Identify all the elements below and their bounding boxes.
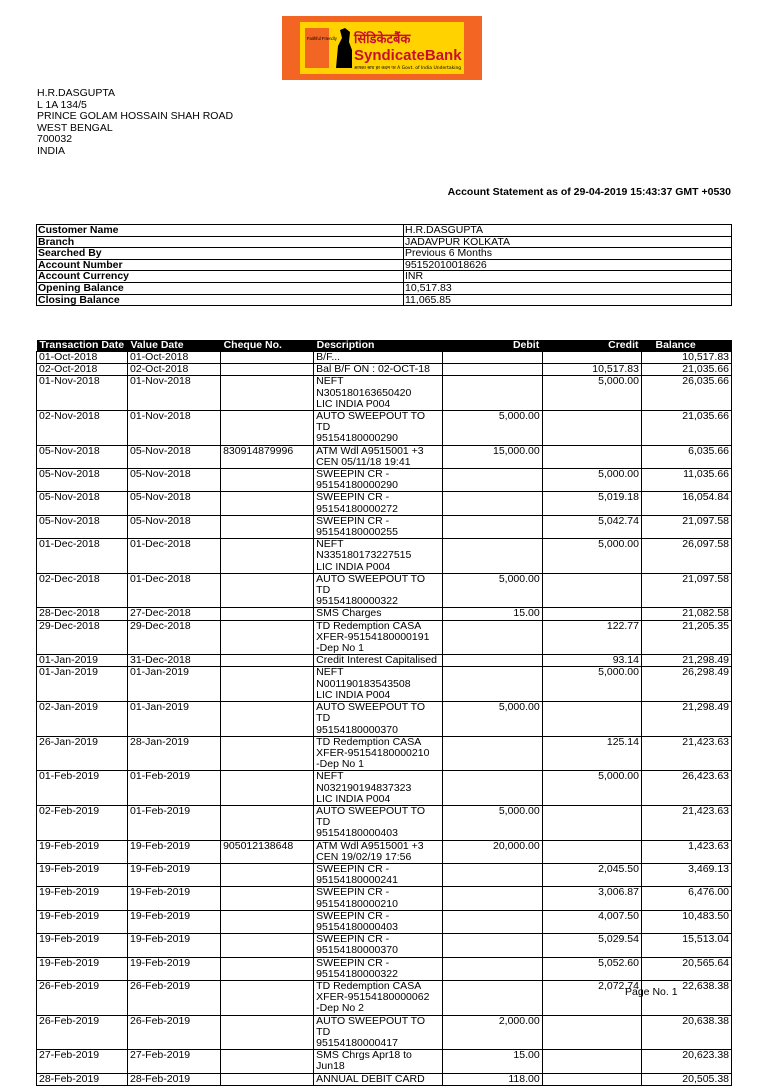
cell-debit xyxy=(443,980,542,1015)
table-row xyxy=(37,736,732,771)
cell-balance: 22,638.38 xyxy=(641,980,731,1015)
cell-value-date: 01-Nov-2018 xyxy=(128,376,221,411)
table-row xyxy=(37,492,732,515)
cell-transaction-date: 28-Dec-2018 xyxy=(37,608,128,620)
summary-value: 95152010018626 xyxy=(404,259,732,271)
cell-cheque-no xyxy=(221,492,314,515)
cell-credit: 5,000.00 xyxy=(542,469,641,492)
cell-balance: 20,623.38 xyxy=(641,1050,731,1073)
cell-value-date: 19-Feb-2019 xyxy=(128,910,221,933)
cell-balance: 21,097.58 xyxy=(641,515,731,538)
address-line: INDIA xyxy=(37,144,66,157)
table-row xyxy=(37,573,732,608)
table-row xyxy=(37,352,732,364)
cell-cheque-no xyxy=(221,957,314,980)
address-line: 700032 xyxy=(37,133,73,146)
transactions-table xyxy=(36,340,732,1086)
cell-debit xyxy=(443,352,542,364)
cell-balance: 21,298.49 xyxy=(641,702,731,737)
cell-credit xyxy=(542,445,641,468)
cell-credit: 3,006.87 xyxy=(542,887,641,910)
cell-description: NEFT N001190183543508 LIC INDIA P004 xyxy=(314,667,443,702)
cell-cheque-no xyxy=(221,887,314,910)
cell-debit xyxy=(443,887,542,910)
cell-debit: 15,000.00 xyxy=(443,445,542,468)
logo-wordmark: SyndicateBank xyxy=(354,47,462,64)
cell-description: NEFT N335180173227515 LIC INDIA P004 xyxy=(314,539,443,574)
cell-transaction-date: 01-Jan-2019 xyxy=(37,655,128,667)
cell-value-date: 01-Nov-2018 xyxy=(128,411,221,446)
cell-description: AUTO SWEEPOUT TO TD 95154180000403 xyxy=(314,805,443,840)
summary-row xyxy=(37,236,732,248)
summary-label: Searched By xyxy=(37,248,404,260)
table-row xyxy=(37,364,732,376)
cell-value-date: 19-Feb-2019 xyxy=(128,934,221,957)
cell-balance: 21,298.49 xyxy=(641,655,731,667)
cell-value-date: 01-Feb-2019 xyxy=(128,771,221,806)
cell-debit: 2,000.00 xyxy=(443,1015,542,1050)
cell-cheque-no xyxy=(221,1073,314,1085)
table-row xyxy=(37,539,732,574)
summary-value: 11,065.85 xyxy=(404,294,732,306)
cell-debit xyxy=(443,910,542,933)
cell-cheque-no xyxy=(221,655,314,667)
cell-cheque-no: 905012138648 xyxy=(221,840,314,863)
cell-debit xyxy=(443,667,542,702)
cell-credit: 122.77 xyxy=(542,620,641,655)
cell-cheque-no xyxy=(221,863,314,886)
cell-cheque-no xyxy=(221,469,314,492)
cell-debit xyxy=(443,934,542,957)
cell-debit: 15.00 xyxy=(443,1050,542,1073)
cell-transaction-date: 19-Feb-2019 xyxy=(37,863,128,886)
cell-description: TD Redemption CASA XFER-95154180000191 -Dep No 1 xyxy=(314,620,443,655)
summary-row xyxy=(37,282,732,294)
cell-value-date: 05-Nov-2018 xyxy=(128,492,221,515)
cell-value-date: 19-Feb-2019 xyxy=(128,863,221,886)
cell-transaction-date: 02-Nov-2018 xyxy=(37,411,128,446)
cell-value-date: 28-Jan-2019 xyxy=(128,736,221,771)
cell-balance: 26,097.58 xyxy=(641,539,731,574)
cell-transaction-date: 19-Feb-2019 xyxy=(37,910,128,933)
cell-value-date: 01-Jan-2019 xyxy=(128,667,221,702)
summary-row xyxy=(37,225,732,237)
cell-value-date: 31-Dec-2018 xyxy=(128,655,221,667)
cell-cheque-no xyxy=(221,573,314,608)
summary-value: Previous 6 Months xyxy=(404,248,732,260)
cell-transaction-date: 05-Nov-2018 xyxy=(37,515,128,538)
cell-debit xyxy=(443,957,542,980)
cell-description: SWEEPIN CR - 95154180000272 xyxy=(314,492,443,515)
cell-description: ANNUAL DEBIT CARD xyxy=(314,1073,443,1085)
cell-debit xyxy=(443,364,542,376)
cell-transaction-date: 26-Feb-2019 xyxy=(37,1015,128,1050)
cell-credit xyxy=(542,1073,641,1085)
table-row xyxy=(37,469,732,492)
cell-credit: 5,019.18 xyxy=(542,492,641,515)
cell-credit: 2,045.50 xyxy=(542,863,641,886)
cell-balance: 6,476.00 xyxy=(641,887,731,910)
cell-balance: 21,097.58 xyxy=(641,573,731,608)
cell-value-date: 26-Feb-2019 xyxy=(128,1015,221,1050)
cell-description: AUTO SWEEPOUT TO TD 95154180000290 xyxy=(314,411,443,446)
cell-transaction-date: 01-Dec-2018 xyxy=(37,539,128,574)
cell-cheque-no xyxy=(221,702,314,737)
cell-cheque-no xyxy=(221,608,314,620)
cell-balance: 3,469.13 xyxy=(641,863,731,886)
cell-credit xyxy=(542,608,641,620)
cell-balance: 21,423.63 xyxy=(641,805,731,840)
cell-debit: 5,000.00 xyxy=(443,411,542,446)
cell-transaction-date: 19-Feb-2019 xyxy=(37,957,128,980)
cell-credit xyxy=(542,1015,641,1050)
logo-tagline: Faithful Friendly xyxy=(307,36,337,41)
summary-row xyxy=(37,248,732,260)
cell-value-date: 27-Feb-2019 xyxy=(128,1050,221,1073)
cell-transaction-date: 19-Feb-2019 xyxy=(37,934,128,957)
table-row xyxy=(37,957,732,980)
cell-balance: 21,035.66 xyxy=(641,364,731,376)
cell-value-date: 01-Dec-2018 xyxy=(128,539,221,574)
cell-credit xyxy=(542,1050,641,1073)
summary-value: H.R.DASGUPTA xyxy=(404,225,732,237)
cell-credit: 93.14 xyxy=(542,655,641,667)
cell-description: SWEEPIN CR - 95154180000322 xyxy=(314,957,443,980)
summary-value: 10,517.83 xyxy=(404,282,732,294)
cell-balance: 26,423.63 xyxy=(641,771,731,806)
cell-debit xyxy=(443,620,542,655)
header-credit: Credit xyxy=(542,340,641,352)
summary-label: Account Currency xyxy=(37,271,404,283)
cell-credit xyxy=(542,702,641,737)
header-value-date: Value Date xyxy=(128,340,221,352)
table-row xyxy=(37,910,732,933)
cell-debit: 118.00 xyxy=(443,1073,542,1085)
cell-credit: 5,029.54 xyxy=(542,934,641,957)
cell-balance: 21,205.35 xyxy=(641,620,731,655)
cell-debit: 5,000.00 xyxy=(443,805,542,840)
cell-description: AUTO SWEEPOUT TO TD 95154180000370 xyxy=(314,702,443,737)
cell-description: NEFT N032190194837323 LIC INDIA P004 xyxy=(314,771,443,806)
cell-cheque-no xyxy=(221,620,314,655)
address-line: L 1A 134/5 xyxy=(37,98,87,111)
cell-balance: 15,513.04 xyxy=(641,934,731,957)
cell-balance: 6,035.66 xyxy=(641,445,731,468)
cell-credit xyxy=(542,840,641,863)
cell-debit xyxy=(443,515,542,538)
cell-value-date: 01-Oct-2018 xyxy=(128,352,221,364)
cell-credit: 10,517.83 xyxy=(542,364,641,376)
cell-description: SWEEPIN CR - 95154180000241 xyxy=(314,863,443,886)
cell-cheque-no xyxy=(221,910,314,933)
cell-balance: 1,423.63 xyxy=(641,840,731,863)
cell-description: Credit Interest Capitalised xyxy=(314,655,443,667)
cell-credit: 5,000.00 xyxy=(542,771,641,806)
cell-transaction-date: 05-Nov-2018 xyxy=(37,445,128,468)
table-row xyxy=(37,887,732,910)
cell-debit: 15.00 xyxy=(443,608,542,620)
cell-transaction-date: 01-Nov-2018 xyxy=(37,376,128,411)
cell-balance: 10,483.50 xyxy=(641,910,731,933)
cell-transaction-date: 19-Feb-2019 xyxy=(37,887,128,910)
cell-value-date: 19-Feb-2019 xyxy=(128,887,221,910)
cell-credit xyxy=(542,805,641,840)
cell-transaction-date: 26-Jan-2019 xyxy=(37,736,128,771)
table-row xyxy=(37,1050,732,1073)
cell-credit: 5,000.00 xyxy=(542,376,641,411)
header-debit: Debit xyxy=(443,340,542,352)
cell-cheque-no xyxy=(221,539,314,574)
cell-value-date: 29-Dec-2018 xyxy=(128,620,221,655)
cell-value-date: 01-Feb-2019 xyxy=(128,805,221,840)
cell-cheque-no: 830914879996 xyxy=(221,445,314,468)
cell-transaction-date: 26-Feb-2019 xyxy=(37,980,128,1015)
cell-description: B/F... xyxy=(314,352,443,364)
table-row xyxy=(37,655,732,667)
cell-debit xyxy=(443,863,542,886)
table-row xyxy=(37,840,732,863)
cell-description: ATM Wdl A9515001 +3 CEN 05/11/18 19:41 xyxy=(314,445,443,468)
cell-debit xyxy=(443,469,542,492)
cell-credit xyxy=(542,573,641,608)
table-row xyxy=(37,702,732,737)
cell-transaction-date: 01-Feb-2019 xyxy=(37,771,128,806)
cell-transaction-date: 02-Feb-2019 xyxy=(37,805,128,840)
cell-cheque-no xyxy=(221,515,314,538)
cell-cheque-no xyxy=(221,934,314,957)
table-row xyxy=(37,1073,732,1085)
address-line: WEST BENGAL xyxy=(37,121,113,134)
summary-label: Opening Balance xyxy=(37,282,404,294)
cell-credit: 5,052.60 xyxy=(542,957,641,980)
cell-balance: 21,082.58 xyxy=(641,608,731,620)
statement-title: Account Statement as of 29-04-2019 15:43:37 GMT +0530 xyxy=(447,186,731,198)
table-row xyxy=(37,771,732,806)
cell-value-date: 28-Feb-2019 xyxy=(128,1073,221,1085)
cell-balance: 20,505.38 xyxy=(641,1073,731,1085)
cell-cheque-no xyxy=(221,352,314,364)
cell-value-date: 05-Nov-2018 xyxy=(128,445,221,468)
cell-credit xyxy=(542,411,641,446)
cell-description: AUTO SWEEPOUT TO TD 95154180000322 xyxy=(314,573,443,608)
cell-balance: 21,035.66 xyxy=(641,411,731,446)
cell-description: AUTO SWEEPOUT TO TD 95154180000417 xyxy=(314,1015,443,1050)
cell-transaction-date: 27-Feb-2019 xyxy=(37,1050,128,1073)
table-row xyxy=(37,667,732,702)
summary-value: JADAVPUR KOLKATA xyxy=(404,236,732,248)
cell-balance: 26,035.66 xyxy=(641,376,731,411)
cell-value-date: 01-Dec-2018 xyxy=(128,573,221,608)
header-description: Description xyxy=(314,340,443,352)
cell-description: TD Redemption CASA XFER-95154180000210 -Dep No 1 xyxy=(314,736,443,771)
cell-value-date: 01-Jan-2019 xyxy=(128,702,221,737)
cell-transaction-date: 19-Feb-2019 xyxy=(37,840,128,863)
cell-credit: 125.14 xyxy=(542,736,641,771)
cell-debit xyxy=(443,771,542,806)
table-row xyxy=(37,515,732,538)
header-cheque-no: Cheque No. xyxy=(221,340,314,352)
header-transaction-date: Transaction Date xyxy=(37,340,128,352)
cell-description: SWEEPIN CR - 95154180000255 xyxy=(314,515,443,538)
cell-balance: 26,298.49 xyxy=(641,667,731,702)
header-balance: Balance xyxy=(641,340,731,352)
summary-row xyxy=(37,271,732,283)
address-line: PRINCE GOLAM HOSSAIN SHAH ROAD xyxy=(37,110,234,123)
cell-cheque-no xyxy=(221,1015,314,1050)
cell-balance: 20,565.64 xyxy=(641,957,731,980)
summary-value: INR xyxy=(404,271,732,283)
customer-address xyxy=(37,88,233,158)
table-row xyxy=(37,445,732,468)
cell-value-date: 19-Feb-2019 xyxy=(128,840,221,863)
table-header-row xyxy=(37,340,732,352)
cell-transaction-date: 02-Oct-2018 xyxy=(37,364,128,376)
logo-hindi: सिंडिकेटबैंक xyxy=(354,32,411,47)
table-row xyxy=(37,376,732,411)
logo-subtitle: आपका साथ हर कदम पर A Govt. of India Undertaking xyxy=(354,66,462,71)
summary-label: Closing Balance xyxy=(37,294,404,306)
table-row xyxy=(37,863,732,886)
cell-transaction-date: 01-Oct-2018 xyxy=(37,352,128,364)
cell-cheque-no xyxy=(221,736,314,771)
cell-balance: 21,423.63 xyxy=(641,736,731,771)
cell-value-date: 27-Dec-2018 xyxy=(128,608,221,620)
cell-value-date: 26-Feb-2019 xyxy=(128,980,221,1015)
cell-debit xyxy=(443,376,542,411)
summary-row xyxy=(37,259,732,271)
cell-description: SMS Chrgs Apr18 to Jun18 xyxy=(314,1050,443,1073)
table-row xyxy=(37,934,732,957)
cell-cheque-no xyxy=(221,1050,314,1073)
cell-value-date: 05-Nov-2018 xyxy=(128,515,221,538)
table-row xyxy=(37,608,732,620)
cell-description: TD Redemption CASA XFER-95154180000062 -Dep No 2 xyxy=(314,980,443,1015)
cell-credit: 5,000.00 xyxy=(542,667,641,702)
cell-value-date: 02-Oct-2018 xyxy=(128,364,221,376)
cell-credit: 2,072.74 xyxy=(542,980,641,1015)
cell-value-date: 05-Nov-2018 xyxy=(128,469,221,492)
cell-cheque-no xyxy=(221,980,314,1015)
cell-description: SWEEPIN CR - 95154180000290 xyxy=(314,469,443,492)
cell-transaction-date: 02-Dec-2018 xyxy=(37,573,128,608)
cell-credit xyxy=(542,352,641,364)
cell-debit: 5,000.00 xyxy=(443,573,542,608)
cell-debit: 5,000.00 xyxy=(443,702,542,737)
cell-description: NEFT N305180163650420 LIC INDIA P004 xyxy=(314,376,443,411)
cell-credit: 5,042.74 xyxy=(542,515,641,538)
cell-cheque-no xyxy=(221,411,314,446)
cell-description: SWEEPIN CR - 95154180000403 xyxy=(314,910,443,933)
cell-description: SWEEPIN CR - 95154180000210 xyxy=(314,887,443,910)
table-row xyxy=(37,805,732,840)
cell-cheque-no xyxy=(221,667,314,702)
cell-debit xyxy=(443,655,542,667)
bank-logo xyxy=(282,16,482,80)
cell-transaction-date: 01-Jan-2019 xyxy=(37,667,128,702)
table-row xyxy=(37,411,732,446)
cell-balance: 10,517.83 xyxy=(641,352,731,364)
summary-label: Account Number xyxy=(37,259,404,271)
page-number: Page No. 1 xyxy=(625,986,678,998)
cell-transaction-date: 28-Feb-2019 xyxy=(37,1073,128,1085)
cell-transaction-date: 05-Nov-2018 xyxy=(37,469,128,492)
cell-credit: 5,000.00 xyxy=(542,539,641,574)
cell-transaction-date: 05-Nov-2018 xyxy=(37,492,128,515)
cell-balance: 11,035.66 xyxy=(641,469,731,492)
cell-credit: 4,007.50 xyxy=(542,910,641,933)
address-line: H.R.DASGUPTA xyxy=(37,87,115,99)
account-summary-table xyxy=(36,224,732,306)
cell-description: SWEEPIN CR - 95154180000370 xyxy=(314,934,443,957)
cell-description: ATM Wdl A9515001 +3 CEN 19/02/19 17:56 xyxy=(314,840,443,863)
table-row xyxy=(37,1015,732,1050)
cell-cheque-no xyxy=(221,364,314,376)
cell-value-date: 19-Feb-2019 xyxy=(128,957,221,980)
cell-description: SMS Charges xyxy=(314,608,443,620)
cell-debit: 20,000.00 xyxy=(443,840,542,863)
cell-debit xyxy=(443,492,542,515)
cell-debit xyxy=(443,736,542,771)
cell-cheque-no xyxy=(221,376,314,411)
summary-label: Branch xyxy=(37,236,404,248)
cell-cheque-no xyxy=(221,805,314,840)
cell-cheque-no xyxy=(221,771,314,806)
summary-label: Customer Name xyxy=(37,225,404,237)
cell-transaction-date: 29-Dec-2018 xyxy=(37,620,128,655)
cell-description: Bal B/F ON : 02-OCT-18 xyxy=(314,364,443,376)
cell-balance: 16,054.84 xyxy=(641,492,731,515)
table-row xyxy=(37,620,732,655)
cell-balance: 20,638.38 xyxy=(641,1015,731,1050)
cell-transaction-date: 02-Jan-2019 xyxy=(37,702,128,737)
cell-debit xyxy=(443,539,542,574)
summary-row xyxy=(37,294,732,306)
